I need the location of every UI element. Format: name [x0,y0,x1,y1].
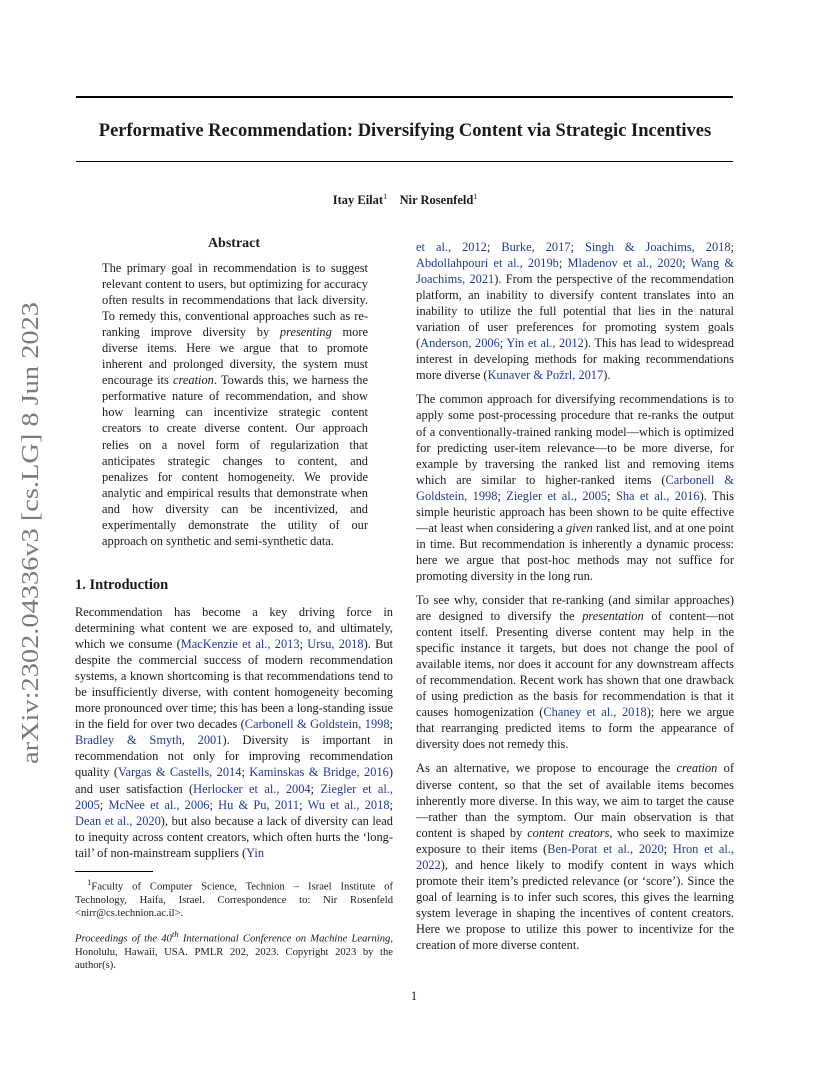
text-run: ; [241,765,250,780]
author-affiliation-mark: 1 [473,192,478,201]
citation-link[interactable]: Abdollahpouri et al., 2019b [416,256,559,271]
citation-link[interactable]: Carbonell & Goldstein, 1998 [416,472,734,503]
text-run: ; [663,841,673,856]
text-run: more diverse items. Here we argue that to promote inherent and prolonged diversity, the system must encourage its [102,325,368,388]
paragraph [75,604,393,861]
citation-link[interactable]: Burke, 2017 [501,240,571,254]
text-run: content creators [527,825,610,840]
citation-link[interactable]: Ben-Porat et al., 2020 [547,841,664,856]
text-run: ; [499,336,507,351]
text-run: To see why, consider that re-ranking (and similar approaches) are designed to diversify the [416,592,734,624]
text-run: th [171,928,179,939]
text-run: ; [497,488,507,503]
citation-link[interactable]: Bradley & Smyth, 2001 [75,733,223,748]
text-run: given [566,520,593,535]
citation-link[interactable]: Anderson, 2006 [420,336,500,351]
citation-link[interactable]: Carbonell & Goldstein, 1998 [244,717,390,732]
citation-link[interactable]: Vargas & Castells, 2014 [117,765,242,780]
author-affiliation-mark: 1 [383,192,388,201]
citation-link[interactable]: Hron et al., 2022 [416,841,734,872]
arxiv-stamp-text: arXiv:2302.04336v3 [cs.LG] 8 Jun 2023 [17,365,44,764]
text-run: ; [209,797,219,812]
text-run: International Conference on Machine Learning [178,933,391,945]
text-run: ) and user satisfaction ( [75,765,393,796]
footnote-rule [75,871,153,872]
text-run: ). From the perspective of the recommendation platform, an inability to diversify content translates into an inability to utilize the full potential that lies in the natural variation of user preferences for promoting system goals ( [416,272,735,351]
citation-link[interactable]: Singh & Joachims, 2018 [584,240,731,254]
text-run: ). This has lead to widespread interest in developing methods for making recommendations more diverse ( [416,336,734,383]
footnotes [75,876,393,980]
text-run: , Honolulu, Hawaii, USA. PMLR 202, 2023. Copyright 2023 by the author(s). [75,933,393,972]
citation-link[interactable]: Sha et al., 2016 [615,488,700,503]
text-run: ; [682,256,691,271]
page-number: 1 [410,989,418,1003]
text-run: presentation [582,609,644,624]
citation-link[interactable]: Kaminskas & Bridge, 2016 [249,765,389,780]
citation-link[interactable]: MacKenzie et al., 2013 [180,637,300,652]
footnote-affiliation [75,876,393,921]
left-column-body [75,604,393,869]
text-run: of content—not content itself. Presenting diverse content may help in the specific instance it targets, but does not change the pool of available items, nor does it account for any downstream affects of recommendation. Recent work has shown that one drawback of using prediction as the basis for recommendation is that it causes homogenization ( [416,609,734,720]
citation-link[interactable]: Hu & Pu, 2011 [218,797,300,812]
citation-link[interactable]: Chaney et al., 2018 [543,705,647,720]
citation-link[interactable]: Mladenov et al., 2020 [567,256,683,271]
top-rule [76,96,733,98]
text-run: of diverse content, so that the set of available items becomes inherently more diverse. In this way, we aim to target the cause—rather than the symptom. Our main observation is that content is shaped by [416,761,734,840]
text-run: ; [99,797,109,812]
paragraph [416,760,734,953]
author-list [60,192,750,208]
text-run: The primary goal in recommendation is to suggest relevant content to users, but optimizing for accuracy often results in recommendations that lack diversity. To remedy this, conventional approaches such as re-ranking improve diversity by [102,261,368,340]
text-run: ; [299,637,308,652]
abstract-body [102,260,368,549]
citation-link[interactable]: Wu et al., 2018 [307,797,390,812]
citation-link[interactable]: Yin [246,845,265,860]
paragraph [416,391,734,584]
citation-link[interactable]: Kunaver & Požrl, 2017 [487,368,604,383]
text-run: , who seek to maximize exposure to their items ( [416,825,734,856]
paper-title: Performative Recommendation: Diversifying Content via Strategic Incentives [98,121,712,141]
citation-link[interactable]: Ursu, 2018 [307,637,364,652]
citation-link[interactable]: Herlocker et al., 2004 [193,781,311,796]
text-run: Recommendation has become a key driving force in determining what content we are exposed to, and ultimately, which we consume ( [75,605,393,652]
section-heading-introduction: 1. Introduction [75,577,169,593]
text-run: ; [607,488,616,503]
title-bottom-rule [76,161,733,162]
text-run: ; [299,797,308,812]
author-name: Itay Eilat [332,193,384,208]
citation-link[interactable]: Wang & Joachims, 2021 [416,256,734,287]
text-run: ranked list, and at one point in time. But recommendation is inherently a dynamic process: here we argue that post-hoc methods may not suffice for promoting diversity in the long run. [416,520,734,583]
citation-link[interactable]: Ziegler et al., 2005 [506,488,608,503]
text-run: ), but also because a lack of diversity can lead to inequity across content creators, which often hurts the ‘long-tail’ of non-mainstream suppliers ( [75,813,393,860]
text-run: 1 [87,877,92,887]
text-run: ). Diversity is important in recommendation not only for improving recommendation quality ( [75,733,393,780]
text-run: ; [730,240,734,254]
text-run: ); here we argue that rearranging predicted items to form the appearance of diversity does not remedy this. [416,705,734,752]
text-run: Faculty of Computer Science, Technion – Israel Institute of Technology, Haifa, Israel. Correspondence to: Nir Rosenfeld <nirr@cs.technion.ac.il>. [75,881,393,920]
abstract-heading: Abstract [207,236,261,251]
citation-link[interactable]: McNee et al., 2006 [108,797,210,812]
paragraph [416,592,734,752]
text-run: As an alternative, we propose to encourage the [416,761,677,776]
text-run: . Towards this, we harness the performative nature of recommendation, and show how learning can incentivize strategic content creators to create diverse content. Our approach relies on a novel form of regularization that anticipates strategic changes to content, and penalizes for content homogeneity. We provide analytic and empirical results that demonstrate when and how diversity can be incentivized, and experimentally demonstrate the utility of our approach on synthetic and semi-synthetic data. [102,373,368,548]
citation-link[interactable]: Ziegler et al., 2005 [75,781,394,812]
text-run: creation [173,373,214,388]
citation-link[interactable]: Yin et al., 2012 [506,336,584,351]
text-run: presenting [279,325,332,340]
paragraph [416,239,734,383]
text-run: ; [570,240,585,254]
text-run: creation [676,761,718,776]
text-run: ; [389,797,393,812]
text-run: ). But despite the commercial success of modern recommendation systems, a known shortcoming is that recommendations tend to be insufficiently diverse, with content homogeneity becoming more pronounced over time; this has been a long-standing issue in the field for over two decades ( [75,637,393,732]
right-column-body [416,239,734,961]
text-run: 40 [161,933,172,945]
text-run: The common approach for diversifying recommendations is to apply some post-processing procedure that re-ranks the output of a conventionally-trained ranking model—which is optimized for predicting user-item relevance—to be more diverse, for example by traversing the ranked list and removing items which are similar to higher-ranked items ( [416,392,734,487]
text-run: ; [558,256,568,271]
text-run: Proceedings of the [75,933,162,945]
author-name: Nir Rosenfeld [399,193,474,208]
text-run: ; [310,781,321,796]
citation-link[interactable]: Dean et al., 2020 [75,813,161,828]
text-run: ; [389,717,393,732]
text-run: ; [486,240,502,254]
arxiv-stamp [6,298,50,768]
text-run: ), and hence likely to modify content in ways which promote their item’s predicted relevance (or ‘score’). Since the goal of learning is to infer such scores, this gives the learning system leverage in shaping the incentives of content creators. Here we propose to utilize this power to incentivize for the creation of more diverse content. [416,857,734,952]
text-run: ). [603,368,611,383]
citation-link[interactable]: et al., 2012 [416,240,487,254]
footnote-proceedings [75,928,393,973]
text-run: ). This simple heuristic approach has been shown to be quite effective—at least when considering a [416,488,734,535]
